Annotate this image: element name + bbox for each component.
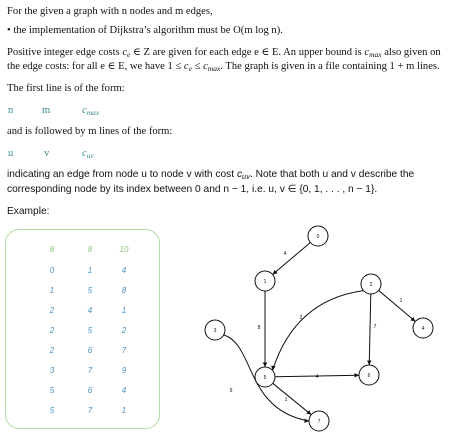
graph-edge [369,294,371,365]
edge-cost-label: 2 [299,315,303,321]
graph-node-label: 1 [263,278,267,285]
graph-node-label: 3 [213,327,217,334]
table-row [6,366,159,379]
table-row [6,406,159,419]
example-label: Example: [7,206,50,217]
table-cell: 2 [121,326,127,335]
table-cell: 4 [87,306,93,315]
edge-cost-label: 8 [257,325,261,331]
first-line-cmax: $c_{max}$ [82,105,100,117]
graph-edge [273,383,311,414]
table-cell: 5 [87,286,93,295]
graph-node-label: 0 [316,233,320,240]
table-cell: 7 [121,346,127,355]
table-row [6,286,159,299]
first-line-label: The first line is of the form: [7,83,125,94]
graph-node-label: 5 [263,374,267,381]
description-line-2: corresponding node by its index between 0 and n − 1, i.e. u, v ∈ {0, 1, . . . , n − 1}. [7,184,378,195]
table-row [6,266,159,279]
first-line-m: m [42,105,51,116]
table-cell: 1 [87,266,93,275]
followed-label: and is followed by m lines of the form: [7,126,173,137]
description-line-1: indicating an edge from node u to node v with cost $c_{uv}$. Note that both u and v describe the [7,169,415,181]
graph-node-label: 2 [369,281,373,288]
intro-line-1: For the given a graph with n nodes and m edges, [7,6,213,17]
table-row [6,326,159,339]
table-cell: 1 [121,406,127,415]
table-cell: 4 [121,386,127,395]
intro-line-4: the edge costs: for all e ∈ E, we have $1 \le c_e \le c_{max}$. The graph is given in a file containing 1 + m lines. [7,61,440,73]
table-header-row [6,245,159,258]
graph-node-label: 4 [421,325,425,332]
table-cell: 1 [121,306,127,315]
edge-cost-label: 9 [229,388,233,394]
table-cell: 7 [87,406,93,415]
table-row [6,386,159,399]
graph-node-label: 6 [367,372,371,379]
table-cell: 9 [121,366,127,375]
graph-edge [273,242,311,274]
table-row [6,306,159,319]
table-cell: 1 [49,286,55,295]
table-cell: 6 [87,386,93,395]
edge-cost-label: 4 [315,374,319,380]
edge-list-table [5,229,160,429]
edge-cost-label: 7 [373,324,377,330]
table-cell: 4 [121,266,127,275]
table-header-cell: 8 [87,245,93,254]
followed-v: v [44,148,50,159]
intro-line-3: Positive integer edge costs $c_e$ ∈ Z are given for each edge e ∈ E. An upper bound is $c_{max}$ also given on [7,47,441,59]
table-cell: 5 [49,386,55,395]
table-cell: 7 [87,366,93,375]
graph-edge [379,290,416,321]
followed-cuv: $c_{uv}$ [82,148,94,160]
table-cell: 2 [49,306,55,315]
table-cell: 2 [49,346,55,355]
graph-diagram [185,225,470,435]
table-cell: 5 [49,406,55,415]
edge-cost-label: 4 [283,251,287,257]
graph-edge [273,291,364,371]
table-row [6,346,159,359]
intro-line-2: • the implementation of Dijkstra’s algorithm must be O(m log n). [7,25,283,36]
edge-cost-label: 1 [284,397,288,403]
table-header-cell: 8 [49,245,55,254]
table-cell: 2 [49,326,55,335]
table-cell: 6 [87,346,93,355]
table-cell: 3 [49,366,55,375]
table-cell: 5 [87,326,93,335]
graph-node-label: 7 [317,418,321,425]
followed-u: u [8,148,14,159]
table-cell: 0 [49,266,55,275]
edge-cost-label: 1 [399,298,403,304]
table-cell: 8 [121,286,127,295]
table-header-cell: 10 [119,245,129,254]
first-line-n: n [8,105,14,116]
